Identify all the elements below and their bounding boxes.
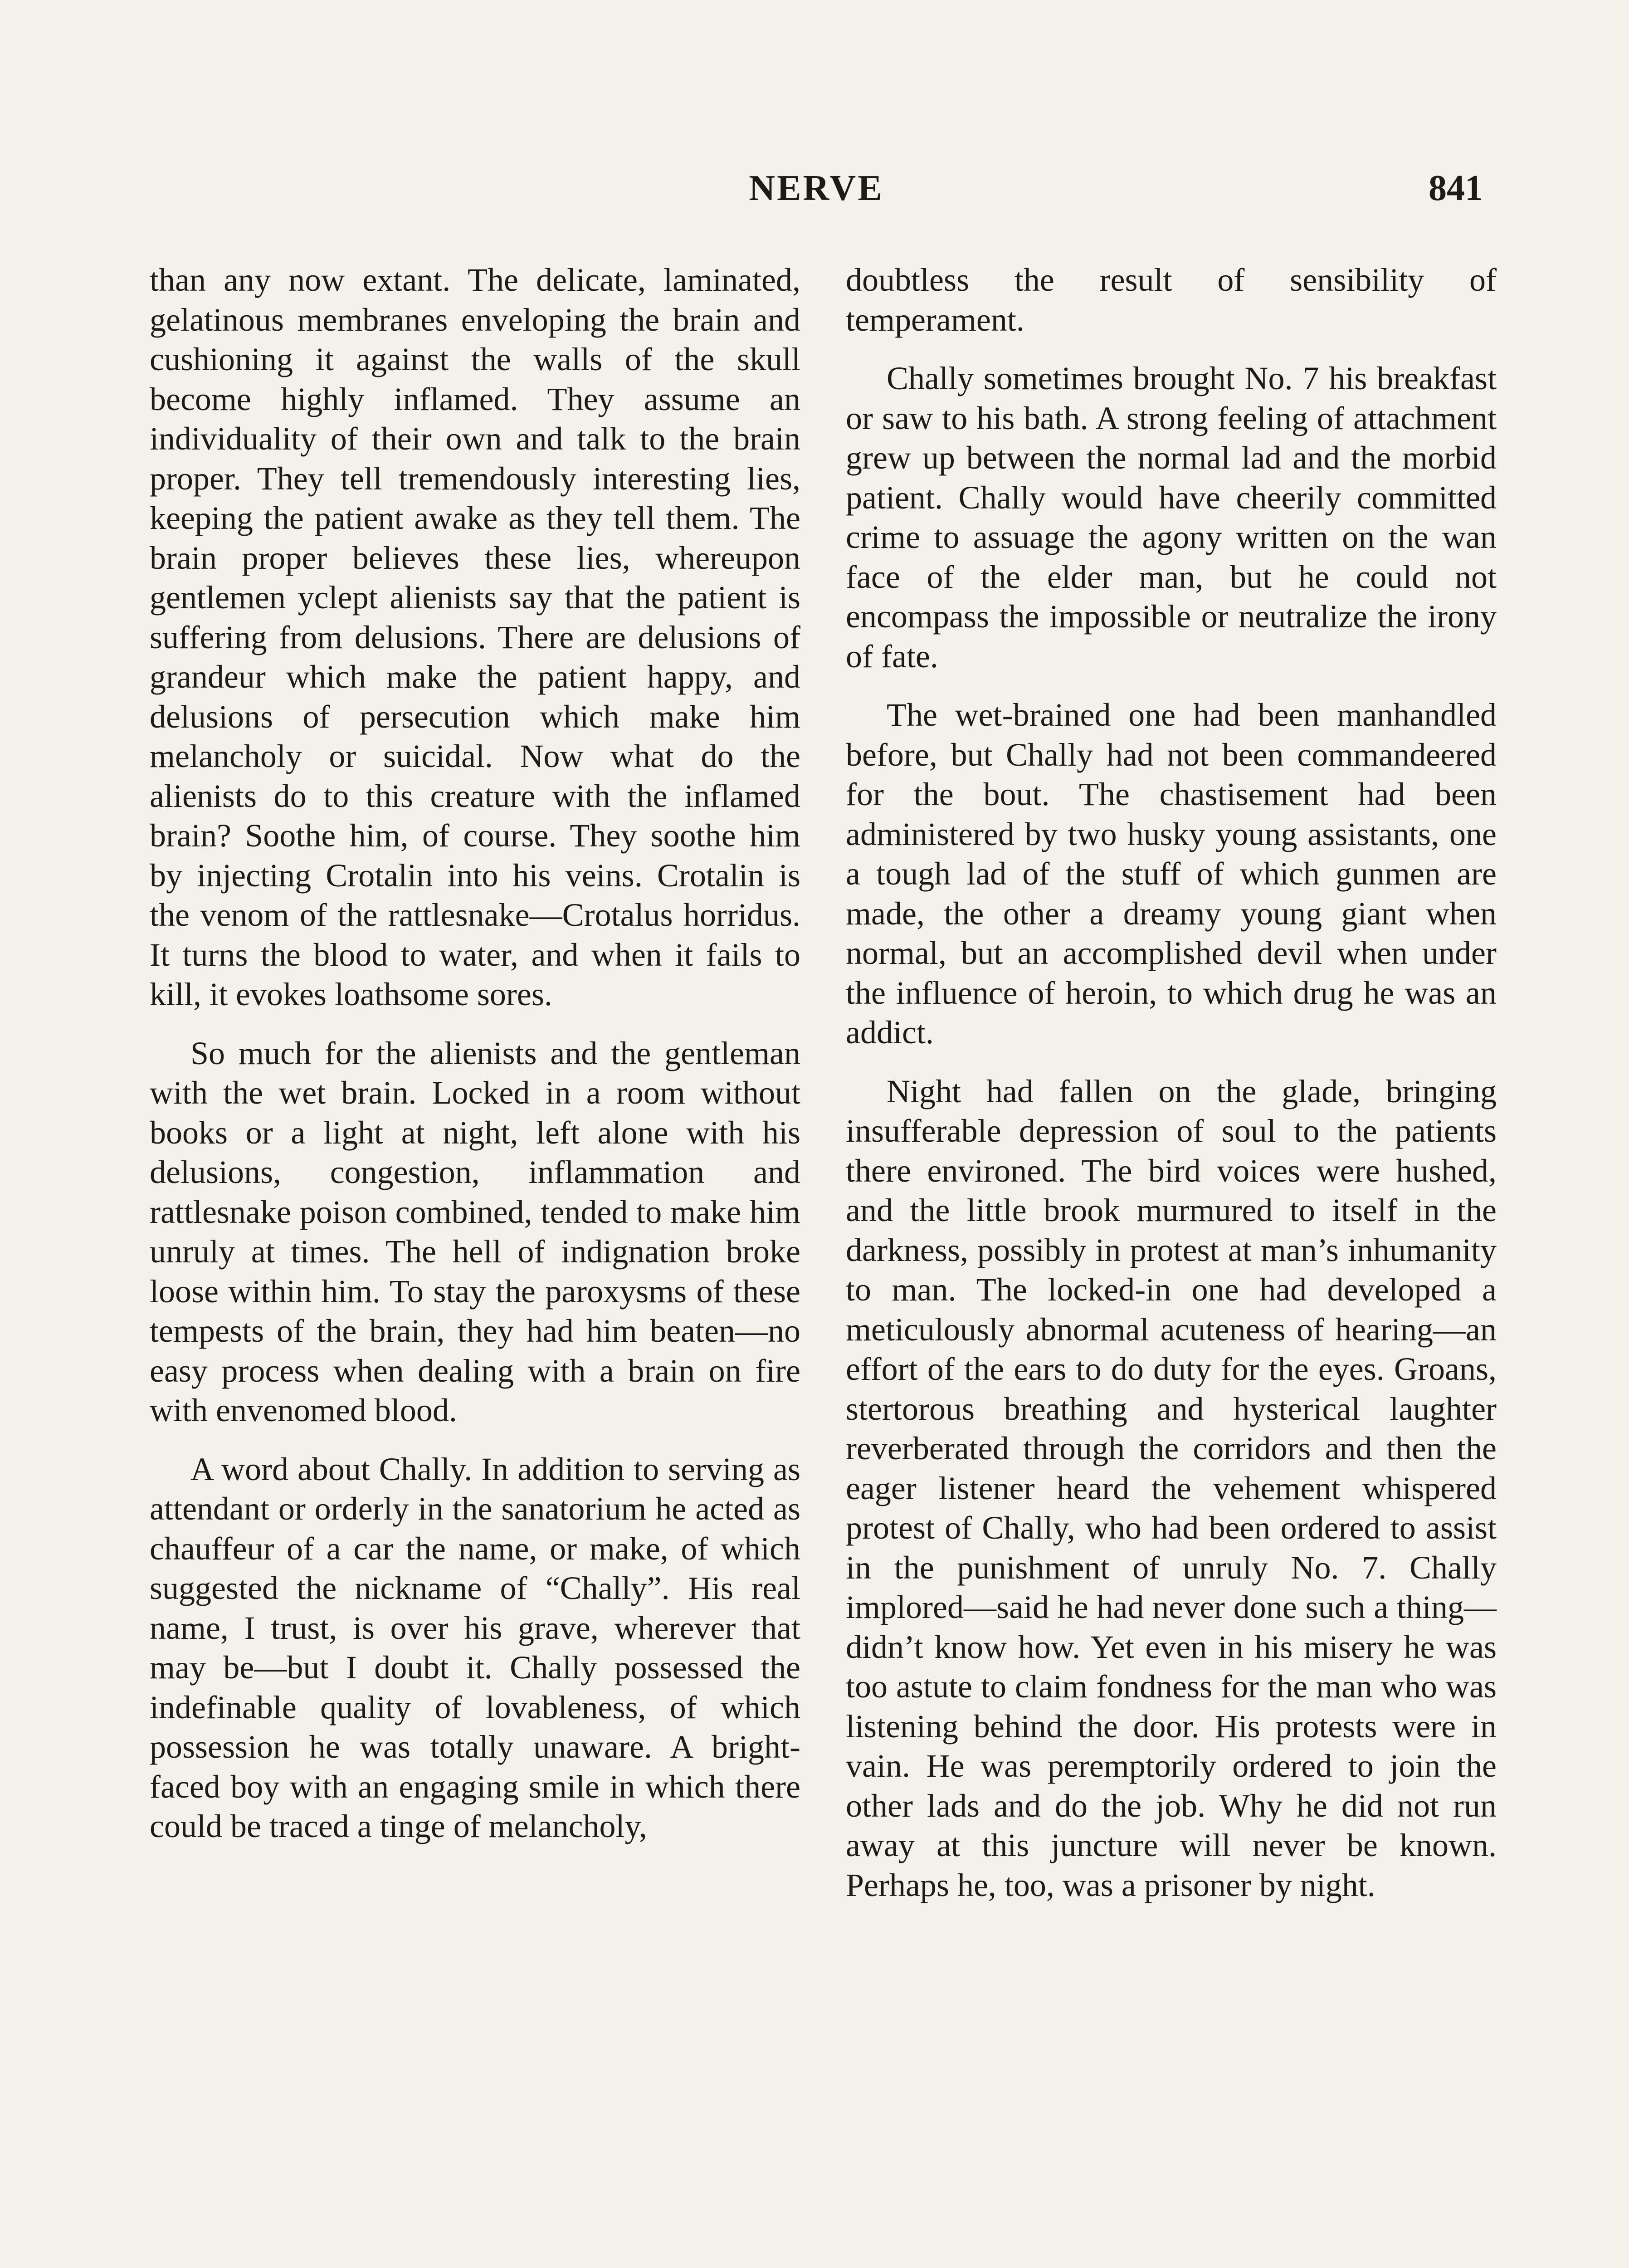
- running-header: [150, 166, 1483, 215]
- paragraph: doubtless the result of sensibility of temperament.: [846, 262, 1497, 338]
- paragraph: Night had fallen on the glade, bringing insufferable depression of soul to the patients there environed. The bird voices were hushed, and the little brook murmured to itself in the darkness, possibly in protest at man’s inhumanity to man. The locked-in one had developed a meticulously abnormal acuteness of hearing—an effort of the ears to do duty for the eyes. Groans, stertorous breathing and hysterical laughter reverberated through the corridors and then the eager listener heard the vehement whispered protest of Chally, who had been ordered to assist in the punishment of unruly No. 7. Chally implored—said he had never done such a thing—didn’t know how. Yet even in his misery he was too astute to claim fondness for the man who was listening behind the door. His protests were in vain. He was peremptorily ordered to join the other lads and do the job. Why he did not run away at this juncture will never be known. Perhaps he, too, was a prisoner by night.: [846, 1073, 1497, 1903]
- left-column: [150, 260, 800, 1847]
- right-column: [846, 260, 1497, 1905]
- paragraph: A word about Chally. In addition to serving as attendant or orderly in the sanatorium he acted as chauffeur of a car the name, or make, of which suggested the nickname of “Chally”. His real name, I trust, is over his grave, wherever that may be—but I doubt it. Chally possessed the indefinable quality of lovableness, of which possession he was totally unaware. A bright-faced boy with an engaging smile in which there could be traced a tinge of melancholy,: [150, 1451, 800, 1844]
- running-title: NERVE: [749, 168, 884, 208]
- paragraph: than any now extant. The delicate, laminated, gelatinous membranes enveloping the brain and cushioning it against the walls of the skull become highly inflamed. They assume an individuality of their own and talk to the brain proper. They tell tremendously interesting lies, keeping the patient awake as they tell them. The brain proper believes these lies, whereupon gentlemen yclept alienists say that the patient is suffering from delusions. There are delusions of grandeur which make the patient happy, and delusions of persecution which make him melancholy or suicidal. Now what do the alienists do to this creature with the inflamed brain? Soothe him, of course. They soothe him by injecting Crotalin into his veins. Crotalin is the venom of the rattlesnake—Crotalus horridus. It turns the blood to water, and when it fails to kill, it evokes loathsome sores.: [150, 262, 800, 1012]
- paragraph: So much for the alienists and the gentleman with the wet brain. Locked in a room without books or a light at night, left alone with his delusions, congestion, inflammation and rattlesnake poison combined, tended to make him unruly at times. The hell of indignation broke loose within him. To stay the paroxysms of these tempests of the brain, they had him beaten—no easy process when dealing with a brain on fire with envenomed blood.: [150, 1035, 800, 1428]
- paragraph: Chally sometimes brought No. 7 his breakfast or saw to his bath. A strong feeling of attachment grew up between the normal lad and the morbid patient. Chally would have cheerily committed crime to assuage the agony written on the wan face of the elder man, but he could not encompass the impossible or neutralize the irony of fate.: [846, 360, 1497, 675]
- page-number: 841: [1429, 168, 1483, 208]
- paragraph: The wet-brained one had been manhandled before, but Chally had not been commandeered for the bout. The chastisement had been administered by two husky young assistants, one a tough lad of the stuff of which gunmen are made, the other a dreamy young giant when normal, but an accomplished devil when under the influence of heroin, to which drug he was an addict.: [846, 697, 1497, 1051]
